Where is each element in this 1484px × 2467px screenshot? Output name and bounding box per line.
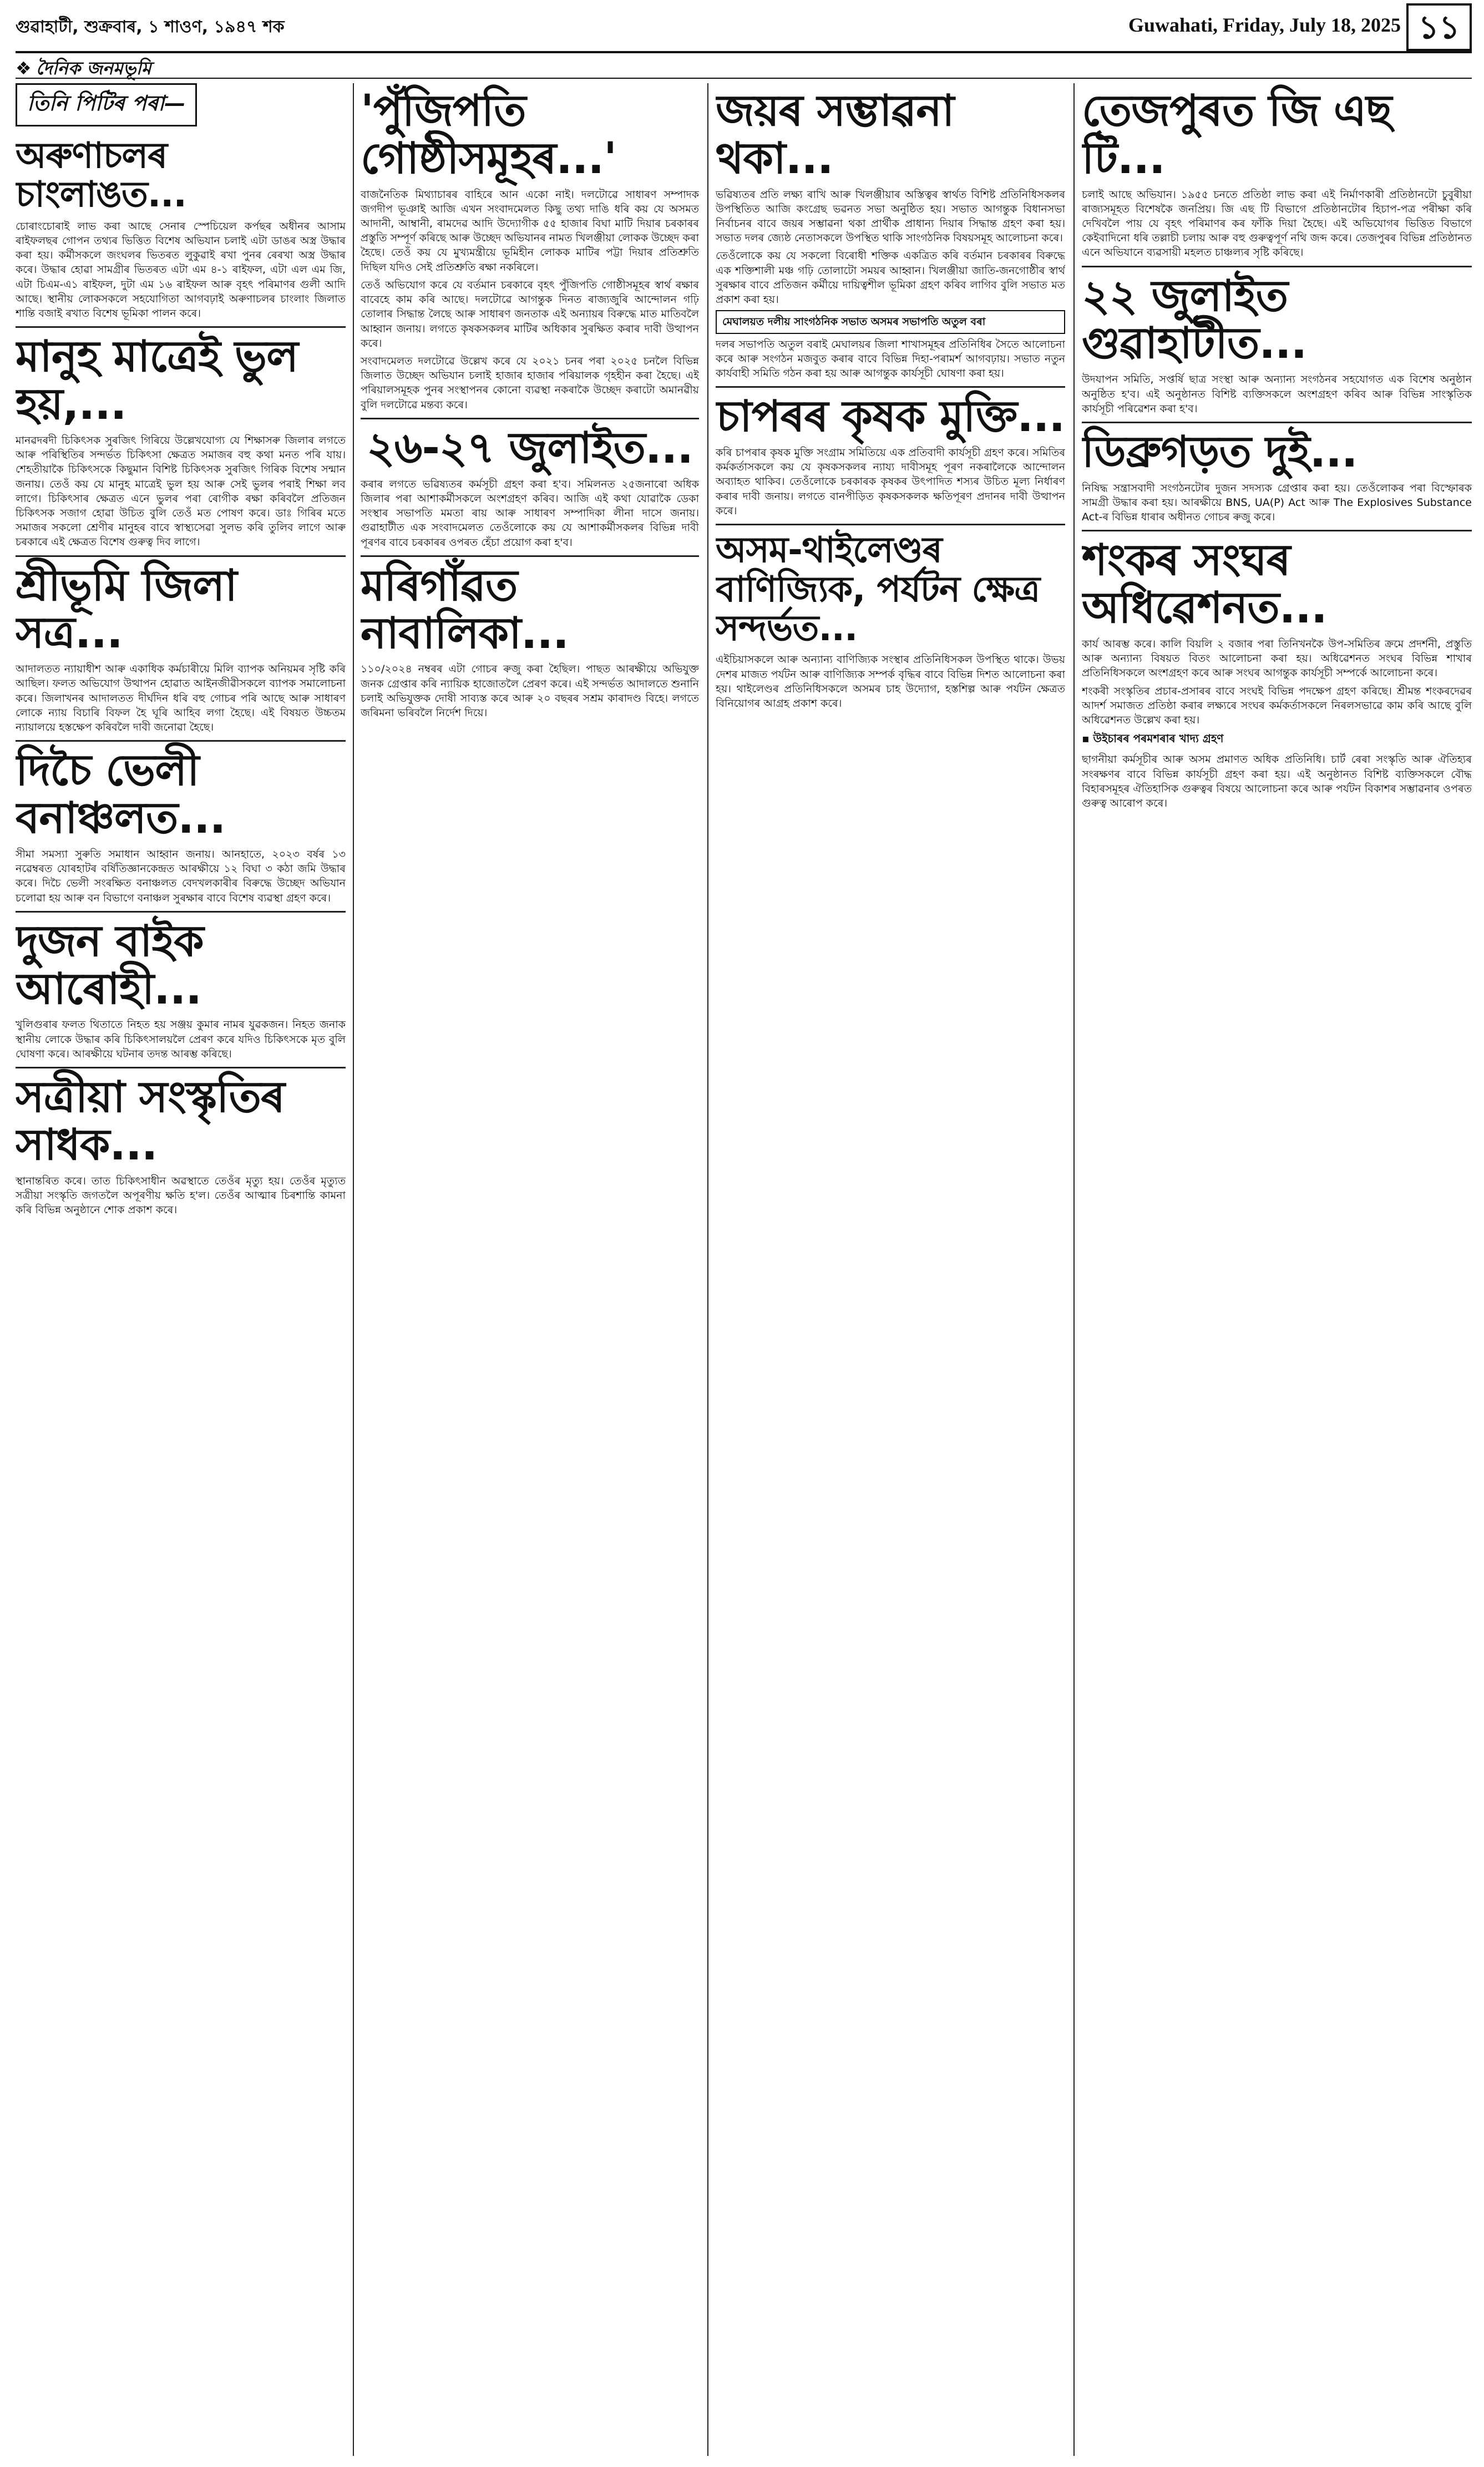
article-headline: ২৬-২৭ জুলাইত... bbox=[367, 423, 693, 473]
section-label: তিনি পিটিৰ পৰা— bbox=[16, 83, 197, 126]
divider bbox=[1082, 266, 1472, 267]
masthead-bar bbox=[16, 51, 1472, 79]
article-headline: অসম-থাইলেণ্ডৰ বাণিজ্যিক, পৰ্যটন ক্ষেত্ৰ সন্দৰ্ভত... bbox=[716, 530, 1040, 649]
caption-text: মেঘালয়ত দলীয় সাংগঠনিক সভাত অসমৰ সভাপতি অতুল বৰা bbox=[722, 316, 986, 328]
divider bbox=[16, 911, 346, 913]
article-headline: দুজন বাইক আৰোহী... bbox=[16, 916, 204, 1014]
article-headline: ডিব্ৰুগড়ত দুই... bbox=[1082, 427, 1358, 477]
divider bbox=[16, 326, 346, 328]
article-headline: মানুহ মাত্ৰেই ভুল হয়,... bbox=[16, 332, 298, 430]
article-body: কাৰ্য আৰম্ভ কৰে। কালি বিয়লি ২ বজাৰ পৰা তিনিখনকৈ উপ-সমিতিৰ ক্ৰমে প্ৰদৰ্শনী, প্ৰস্তুতি আৰু অন্যান্য বিষয়ত বিতং আলোচনা কৰা হয়। অধিৱেশনত সংঘৰ বিভিন্ন শাখাৰ প্ৰতিনিধিসকলে অংশগ্ৰহণ কৰে আৰু সংঘৰ আগন্তুক কাৰ্যসূচী সম্পৰ্কে আলোচনা কৰে। bbox=[1082, 637, 1472, 680]
article-headline: জয়ৰ সম্ভাৱনা থকা... bbox=[716, 86, 954, 184]
article-headline: সত্ৰীয়া সংস্কৃতিৰ সাধক... bbox=[16, 1072, 285, 1170]
divider bbox=[361, 555, 699, 557]
article-headline: মৰিগাঁৱত নাবালিকা... bbox=[361, 560, 569, 658]
dateline-assamese: গুৱাহাটী, শুক্ৰবাৰ, ১ শাওণ, ১৯৪৭ শক bbox=[16, 17, 285, 37]
article-headline: 'পুঁজিপতি গোষ্ঠীসমূহৰ...' bbox=[361, 86, 617, 184]
column-4 bbox=[1082, 83, 1472, 2456]
diamond-icon: ❖ bbox=[16, 58, 32, 79]
divider bbox=[1082, 422, 1472, 423]
column-divider bbox=[707, 83, 708, 2456]
article-body: চলাই আছে অভিযান। ১৯৫৫ চনতে প্ৰতিষ্ঠা লাভ কৰা এই নিৰ্মাণকাৰী প্ৰতিষ্ঠানটো চুবুৰীয়া ৰাজ্যসমূহত বিশেষকৈ জনপ্ৰিয়। জি এছ টি বিভাগে প্ৰতিষ্ঠানটোৰ হিচাপ-পত্ৰ পৰীক্ষা কৰি দেখিবলৈ পায় যে বৃহৎ পৰিমাণৰ কৰ ফাঁকি দিয়া হৈছে। এই অভিযোগৰ ভিত্তিত বিভাগে কেইবাদিনো ধৰি তল্লাচী চলায় আৰু বহু গুৰুত্বপূৰ্ণ নথি জব্দ কৰে। তেজপুৰৰ বিভিন্ন প্ৰতিষ্ঠানত এনে অভিযানে ব্যৱসায়ী মহলত চাঞ্চল্যৰ সৃষ্টি কৰিছে। bbox=[1082, 188, 1472, 259]
divider bbox=[716, 386, 1065, 388]
article-body: স্থানান্তৰিত কৰে। তাত চিকিৎসাধীন অৱস্থাতে তেওঁৰ মৃত্যু হয়। তেওঁৰ মৃত্যুত সত্ৰীয়া সংস্কৃতি জগতলৈ অপূৰণীয় ক্ষতি হ'ল। তেওঁৰ আত্মাৰ চিৰশান্তি কামনা কৰি বিভিন্ন অনুষ্ঠানে শোক প্ৰকাশ কৰে। bbox=[16, 1174, 346, 1217]
article-body: ১১০/২০২৪ নম্বৰৰ এটা গোচৰ ৰুজু কৰা হৈছিল। পাছত আৰক্ষীয়ে অভিযুক্ত জনক গ্ৰেপ্তাৰ কৰি ন্যায়িক হাজোতলৈ প্ৰেৰণ কৰে। এই সন্দৰ্ভত আদালতে শুনানি চলাই অভিযুক্তক দোষী সাব্যস্ত কৰে আৰু ২০ বছৰৰ সশ্ৰম কাৰাদণ্ড বিহে। লগতে জৰিমনা ভৰিবলৈ নিৰ্দেশ দিয়ে। bbox=[361, 663, 699, 720]
dateline-english: Guwahati, Friday, July 18, 2025 bbox=[1128, 14, 1401, 36]
article-headline: ২২ জুলাইত গুৱাহাটীত... bbox=[1082, 271, 1307, 369]
article-body: সংবাদমেলত দলটোৱে উল্লেখ কৰে যে ২০২১ চনৰ পৰা ২০২৫ চনলৈ বিভিন্ন জিলাত উচ্ছেদ অভিযান চলাই হাজাৰ হাজাৰ পৰিয়ালক গৃহহীন কৰা হৈছে। এই পৰিয়ালসমূহক পুনৰ সংস্থাপনৰ কোনো ব্যৱস্থা নকৰাকৈ উচ্ছেদ কৰাটো অমানৱীয় বুলি দলটোৱে মন্তব্য কৰে। bbox=[361, 355, 699, 411]
newspaper-brand bbox=[16, 54, 151, 84]
page-number: ১১ bbox=[1406, 3, 1472, 51]
article-headline: তেজপুৰত জি এছ টি... bbox=[1082, 86, 1392, 184]
article-body: নিষিদ্ধ সন্ত্ৰাসবাদী সংগঠনটোৰ দুজন সদস্যক গ্ৰেপ্তাৰ কৰা হয়। তেওঁলোকৰ পৰা বিস্ফোৰক সামগ্ৰী উদ্ধাৰ কৰা হয়। আৰক্ষীয়ে BNS, UA(P) Act আৰু The Explosives Substance Act-ৰ বিভিন্ন ধাৰাৰ অধীনত গোচৰ ৰুজু কৰে। bbox=[1082, 482, 1472, 524]
article-headline: অৰুণাচলৰ চাংলাঙত... bbox=[16, 135, 186, 216]
article-headline: শ্ৰীভূমি জিলা সত্ৰ... bbox=[16, 560, 237, 658]
article-body: উদযাপন সমিতি, সপ্তৰ্ষি ছাত্ৰ সংস্থা আৰু অন্যান্য সংগঠনৰ সহযোগত এক বিশেষ অনুষ্ঠান অনুষ্ঠিত হ'ব। এই অনুষ্ঠানত বিশিষ্ট ব্যক্তিসকলে অংশগ্ৰহণ কৰিব আৰু বিভিন্ন সাংস্কৃতিক কাৰ্যসূচী পৰিৱেশন কৰা হ'ব। bbox=[1082, 373, 1472, 415]
divider bbox=[16, 555, 346, 557]
article-body: বাজনৈতিক মিথ্যাচাৰৰ বাহিৰে আন একো নাই। দলটোৱে সাধাৰণ সম্পাদক জগদীপ ভূঞাই আজি এখন সংবাদমেলত কিছু তথ্য দাঙি ধৰি কয় যে অসমত আদানী, আম্বানী, ৰামদেৱ আদি উদ্যোগীক ৫৫ হাজাৰ বিঘা মাটি দিয়াৰ চৰকাৰৰ প্ৰস্তুতি সম্পূৰ্ণ কৰিছে আৰু উচ্ছেদ অভিযানৰ নামত খিলঞ্জীয়া লোকক উচ্ছেদ কৰা হৈছে। তেওঁ কয় যে মুখ্যমন্ত্ৰীয়ে ভূমিহীন লোকক মাটিৰ পট্টা দিয়াৰ প্ৰতিশ্ৰুতি দিছিল যদিও সেই প্ৰতিশ্ৰুতি ৰক্ষা নকৰিলে। bbox=[361, 188, 699, 273]
article-body: এইচিয়াসকলে আৰু অন্যান্য বাণিজ্যিক সংস্থাৰ প্ৰতিনিধিসকল উপস্থিত থাকে। উভয় দেশৰ মাজত পৰ্যটন আৰু বাণিজ্যিক সম্পৰ্ক বৃদ্ধিৰ বাবে বিভিন্ন দিশত আলোচনা কৰা হয়। থাইলেণ্ডৰ প্ৰতিনিধিসকলে অসমৰ চাহ উদ্যোগ, হস্তশিল্প আৰু পৰ্যটন ক্ষেত্ৰত বিনিয়োগৰ আগ্ৰহ প্ৰকাশ কৰে। bbox=[716, 654, 1065, 710]
article-body: খুলিগুৰাৰ ফলত থিতাতে নিহত হয় সঞ্জয় কুমাৰ নামৰ যুৱকজন। নিহত জনাক স্থানীয় লোকে উদ্ধাৰ কৰি চিকিৎসালয়লৈ প্ৰেৰণ কৰে যদিও চিকিৎসকে মৃত বুলি ঘোষণা কৰে। আৰক্ষীয়ে ঘটনাৰ তদন্ত আৰম্ভ কৰিছে। bbox=[16, 1019, 346, 1060]
article-body: আদালতত ন্যায়াধীশ আৰু একাধিক কৰ্মচাৰীয়ে মিলি ব্যাপক অনিয়মৰ সৃষ্টি কৰি আছিল। ফলত অভিযোগ উত্থাপন হোৱাত আইনজীৱীসকলে ব্যাপক সমালোচনা কৰে। জিলাখনৰ আদালতত দীৰ্ঘদিন ধৰি বহু গোচৰ পৰি আছে আৰু সাধাৰণ লোকে ন্যায় বিচাৰি বিফল হৈ ঘূৰি আহিব লগা হৈছে। এই বিষয়ত উচ্চতম ন্যায়ালয়ে হস্তক্ষেপ কৰিবলৈ দাবী জনোৱা হৈছে। bbox=[16, 663, 346, 734]
article-body: দলৰ সভাপতি অতুল বৰাই মেঘালয়ৰ জিলা শাখাসমূহৰ প্ৰতিনিধিৰ সৈতে আলোচনা কৰে আৰু সংগঠন মজবুত কৰাৰ বাবে বিভিন্ন দিহা-পৰামৰ্শ আগবঢ়ায়। সভাত নতুন কাৰ্যবাহী সমিতি গঠন কৰা হয় আৰু আগন্তুক কাৰ্যসূচী ঘোষণা কৰা হয়। bbox=[716, 338, 1065, 379]
divider bbox=[16, 740, 346, 742]
photo-caption bbox=[716, 310, 1065, 333]
article-body: মানৱদৰদী চিকিৎসক সুৰজিৎ গিৰিয়ে উল্লেখযোগ্য যে শিক্ষাসৰু জিলাৰ লগতে আৰু পৰিস্থিতিৰ সন্দৰ্ভত চিকিৎসা ক্ষেত্ৰত সমাজৰ বহু কথা মনত পৰি যায়। শেহতীয়াকৈ চিকিৎসকে কিছুমান বিশিষ্ট চিকিৎসক সুৰজিৎ গিৰিক বিশেষ সন্মান জনায়। তেওঁ কয় যে মানুহ মাত্ৰেই ভুল হয় আৰু সেই ভুলৰ পৰাই শিক্ষা লব লাগে। চিকিৎসাৰ ক্ষেত্ৰত এনে ভুলৰ পৰা ৰোগীক ৰক্ষা কৰিবলৈ প্ৰতিজন চিকিৎসক সজাগ হোৱা উচিত বুলি তেওঁ মত পোষণ কৰে। ডাঃ গিৰিৰ মতে সমাজৰ সকলো শ্ৰেণীৰ মানুহৰ বাবে স্বাস্থ্যসেৱা সুলভ কৰি তুলিব লাগে আৰু চৰকাৰে এই ক্ষেত্ৰত বিশেষ গুৰুত্ব দিব লাগে। bbox=[16, 434, 346, 549]
divider bbox=[1082, 530, 1472, 531]
column-3 bbox=[716, 83, 1065, 2456]
divider bbox=[361, 418, 699, 419]
article-headline: চাপৰৰ কৃষক মুক্তি... bbox=[716, 392, 1065, 442]
subheading: ▪ উইচাৰৰ পৰমশৰাৰ খাদ্য গ্ৰহণ bbox=[1082, 732, 1224, 746]
article-body: তেওঁলোকে কয় যে সকলো বিৰোধী শক্তিক একত্ৰিত কৰি বৰ্তমান চৰকাৰৰ বিৰুদ্ধে এক শক্তিশালী মঞ্চ গঢ়ি তোলাটো সময়ৰ আহ্বান। খিলঞ্জীয়া জাতি-জনগোষ্ঠীৰ স্বাৰ্থ সুৰক্ষাৰ বাবে প্ৰতিজন কৰ্মীয়ে দায়িত্বশীল ভূমিকা গ্ৰহণ কৰিব লাগিব বুলি সভাত মত প্ৰকাশ কৰা হয়। bbox=[716, 250, 1065, 306]
article-body: কৰি চাপৰাৰ কৃষক মুক্তি সংগ্ৰাম সমিতিয়ে এক প্ৰতিবাদী কাৰ্যসূচী গ্ৰহণ কৰে। সমিতিৰ কৰ্মকৰ্তাসকলে কয় যে কৃষকসকলৰ ন্যায্য দাবীসমূহ পূৰণ নকৰালৈকে আন্দোলন অব্যাহত থাকিব। তেওঁলোকে চৰকাৰক কৃষকৰ উৎপাদিত শস্যৰ উচিত মূল্য নিৰ্ধাৰণ কৰাৰ দাবী জনায়। লগতে বানপীড়িত কৃষকসকলক ক্ষতিপূৰণ প্ৰদানৰ দাবী উত্থাপন কৰে। bbox=[716, 447, 1065, 517]
column-1 bbox=[16, 83, 346, 2456]
article-headline: দিচৈ ভেলী বনাঞ্চলত... bbox=[16, 746, 226, 844]
article-body: তেওঁ অভিযোগ কৰে যে বৰ্তমান চৰকাৰে বৃহৎ পুঁজিপতি গোষ্ঠীসমূহৰ স্বাৰ্থ ৰক্ষাৰ বাবেহে কাম কৰি আছে। দলটোৱে আগন্তুক দিনত ৰাজ্যজুৰি আন্দোলন গঢ়ি তোলাৰ সিদ্ধান্ত লৈছে আৰু সাধাৰণ জনতাক এই অন্যায়ৰ বিৰুদ্ধে মাত মাতিবলৈ আহ্বান জনায়। লগতে কৃষকসকলৰ মাটিৰ অধিকাৰ সুৰক্ষিত কৰাৰ দাবী উত্থাপন কৰে। bbox=[361, 278, 699, 349]
article-headline: শংকৰ সংঘৰ অধিৱেশনত... bbox=[1082, 535, 1327, 634]
article-body: ছাগনীয়া কৰ্মসূচীৰ আৰু অসম প্ৰমাণত অধিক প্ৰতিনিধি। চাৰ্ট ৰেৰা সংস্কৃতি আৰু ঐতিহ্যৰ সংৰক্ষণৰ বাবে বিভিন্ন কাৰ্যসূচী গ্ৰহণ কৰা হয়। এই অনুষ্ঠানত বিশিষ্ট ব্যক্তিসকলে বৌদ্ধ বিহাৰসমূহৰ ঐতিহাসিক গুৰুত্বৰ বিষয়ে আলোচনা কৰে আৰু পৰ্যটন বিকাশৰ সম্ভাৱনাৰ ওপৰত গুৰুত্ব আৰোপ কৰে। bbox=[1082, 753, 1472, 809]
column-divider bbox=[1073, 83, 1075, 2456]
article-body: সীমা সমস্যা সুৰুতি সমাধান আহ্বান জনায়। আনহাতে, ২০২৩ বৰ্ষৰ ১৩ নৱেম্বৰত যোৰহাটৰ বৰ্ষিতিজ্ঞানকেন্দ্ৰত আৰক্ষীয়ে ১২ বিঘা ৩ কঠা জমি উদ্ধাৰ কৰে। দিচৈ ভেলী সংৰক্ষিত বনাঞ্চলত বেদখলকাৰীৰ বিৰুদ্ধে উচ্ছেদ অভিযান চলোৱা হয় আৰু বন বিভাগে বনাঞ্চল সুৰক্ষাৰ বাবে বিশেষ ব্যৱস্থা গ্ৰহণ কৰে। bbox=[16, 848, 346, 904]
article-body: শংকৰী সংস্কৃতিৰ প্ৰচাৰ-প্ৰসাৰৰ বাবে সংঘই বিভিন্ন পদক্ষেপ গ্ৰহণ কৰিছে। শ্ৰীমন্ত শংকৰদেৱৰ আদৰ্শ সমাজত প্ৰতিষ্ঠা কৰাৰ লক্ষ্যৰে সংঘৰ কৰ্মকৰ্তাসকলে নিৰলসভাৱে কাম কৰি আছে বুলি অধিৱেশনত উল্লেখ কৰা হয়। bbox=[1082, 685, 1472, 727]
divider bbox=[16, 1067, 346, 1068]
divider bbox=[716, 524, 1065, 525]
article-body: ভৱিষ্যতৰ প্ৰতি লক্ষ্য ৰাখি আৰু খিলঞ্জীয়াৰ অস্তিত্বৰ স্বাৰ্থত বিশিষ্ট প্ৰতিনিধিসকলৰ উপস্থিতিত আজি কংগ্ৰেছ ভৱনত সভা অনুষ্ঠিত হয়। সভাত আগন্তুক বিধানসভা নিৰ্বাচনৰ বাবে জয়ৰ সম্ভাৱনা থকা প্ৰাৰ্থীক প্ৰাধান্য দিয়াৰ সিদ্ধান্ত গ্ৰহণ কৰা হয়। সভাত দলৰ জ্যেষ্ঠ নেতাসকলে উপস্থিত থাকি সাংগঠনিক বিষয়সমূহ আলোচনা কৰে। bbox=[716, 188, 1065, 245]
brand-name: দৈনিক জনমভূমি bbox=[36, 58, 151, 79]
column-2 bbox=[361, 83, 699, 2456]
article-body: চোৰাংচোৰাই লাভ কৰা আছে সেনাৰ স্পেচিয়েল কৰ্পছৰ অধীনৰ আসাম ৰাইফলছৰ গোপন তথ্যৰ ভিত্তিত বিশেষ অভিযান চলাই এটা ডাঙৰ অস্ত্ৰ উদ্ধাৰ কৰা হয়। কৰ্মীসকলে জংঘলৰ ভিতৰত লুকুৱাই ৰখা পুনৰ ৰেৰখা অস্ত্ৰ উদ্ধাৰ কৰে। উদ্ধাৰ হোৱা সামগ্ৰীৰ ভিতৰত এটা এম ৪-১ ৰাইফল, এটা এল এম জি, এটা চিএম-এ১ ৰাইফল, দুটা এম ১৬ ৰাইফল আৰু বৃহৎ পৰিমাণৰ গুলী আদি আছে। স্থানীয় লোকসকলে সহযোগিতা আগবঢ়াই অৰুণাচলৰ চাংলাং জিলাত শান্তি বজাই ৰখাত বিশেষ ভূমিকা পালন কৰে। bbox=[16, 220, 346, 320]
article-body: কৰাৰ লগতে ভৱিষ্যতৰ কৰ্মসূচী গ্ৰহণ কৰা হ'ব। সমিলনত ২৫জনাৰো অধিক জিলাৰ পৰা আশাকৰ্মীসকলে অংশগ্ৰহণ কৰিব। আজি এই কথা যোৱাকৈ ডেকা সংস্থাৰ সভাপতি মমতা ৰায় আৰু সাধাৰণ সম্পাদিকা লীনা দাসে জনায়। গুৱাহাটীত এক সংবাদমেলত তেওঁলোকে কয় যে আশাকৰ্মীসকলৰ বিভিন্ন দাবী পূৰণৰ বাবে চৰকাৰৰ ওপৰত হেঁচা প্ৰয়োগ কৰা হ'ব। bbox=[361, 478, 699, 549]
column-divider bbox=[353, 83, 354, 2456]
